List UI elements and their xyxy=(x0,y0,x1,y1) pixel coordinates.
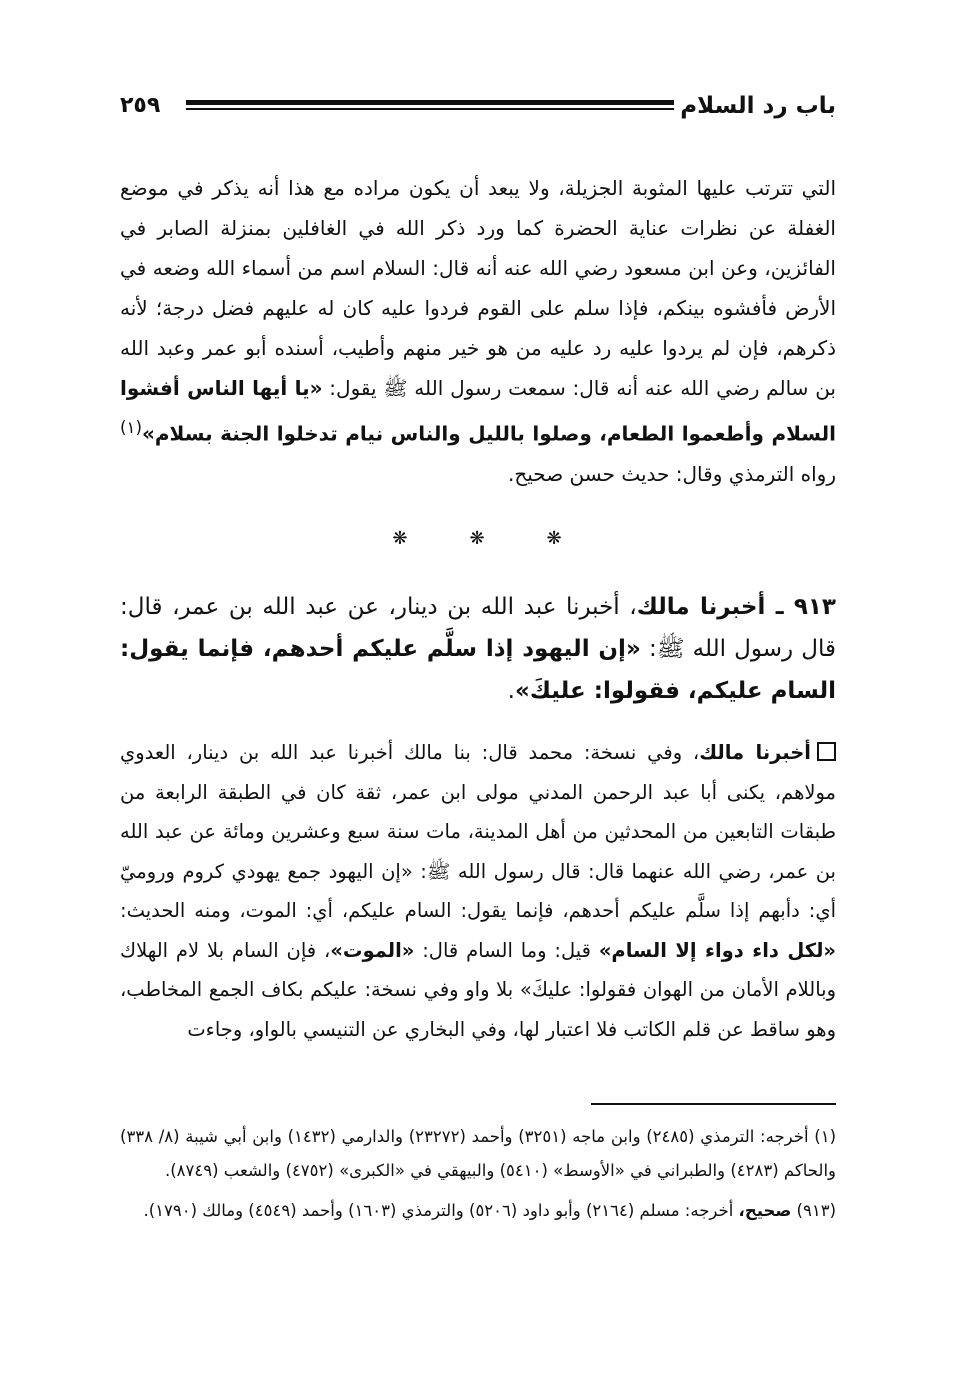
book-page xyxy=(120,0,836,1393)
header-rule-thin xyxy=(186,108,674,110)
para1-end: رواه الترمذي وقال: حديث حسن صحيح. xyxy=(508,461,836,486)
footnote-separator xyxy=(591,1103,836,1105)
footnote-text: أخرجه: الترمذي (٢٤٨٥) وابن ماجه (٣٢٥١) وأحمد (٢٣٢٧٢) والدارمي (١٤٣٢) وابن أبي شيبة (٨/ ٣٣٨) والحاكم (٤٢٨٣) والطبراني في «الأوسط» (٥٤١٠) والبيهقي في «الكبرى» (٤٧٥٢) والشعب (٨٧٤٩). xyxy=(120,1127,836,1180)
footnote-grade: صحيح، xyxy=(738,1201,792,1220)
separator-star: ❋ xyxy=(392,528,410,549)
page-header xyxy=(120,88,836,124)
commentary-quote-1: «لكل داء دواء إلا السام» xyxy=(598,938,836,962)
footnotes xyxy=(120,1120,836,1234)
commentary-paragraph-1 xyxy=(120,168,836,494)
hadith-end: . xyxy=(507,678,515,704)
header-rule xyxy=(186,100,674,105)
hadith-chain-text: ، أخبرنا عبد الله بن دينار، عن عبد الله بن عمر، قال: قال رسول الله ﷺ: xyxy=(120,594,837,662)
commentary-text-3: ، فإن السام بلا لام الهلاك وباللام الأمان من الهوان فقولوا: عليكَ» بلا واو وفي نسخة: عليكم بكاف الجمع المخاطب، وهو ساقط عن قلم الكاتب فلا اعتبار لها، وفي البخاري عن التنيسي بالواو، وجاءت xyxy=(120,938,836,1041)
footnote-label: (٩١٣) xyxy=(796,1201,836,1220)
footnote-text: أخرجه: مسلم (٢١٦٤) وأبو داود (٥٢٠٦) والترمذي (١٦٠٣) وأحمد (٤٥٤٩) ومالك (١٧٩٠). xyxy=(143,1201,739,1220)
commentary-text-1: ، وفي نسخة: محمد قال: بنا مالك أخبرنا عبد الله بن دينار، العدوي مولاهم، يكنى أبا عبد الرحمن المدني مولى ابن عمر، ثقة كان في الطبقة الرابعة من طبقات التابعين من المحدثين من أهل المدينة، مات سنة سبع وعشرين ومائة عن عبد الله بن عمر، رضي الله عنهما قال: قال رسول الله ﷺ: «إن اليهود جمع يهودي كروم وروميّ أي: دأبهم إذا سلَّم عليكم أحدهم، فإنما يقول: السام عليكم، أي: الموت، ومنه الحديث: xyxy=(120,741,836,922)
commentary-paragraph-2 xyxy=(120,733,836,1049)
para1-hadith-quote: «يا أيها الناس أفشوا السلام وأطعموا الطعام، وصلوا بالليل والناس نيام تدخلوا الجنة بسلام» xyxy=(120,376,836,446)
commentary-quote-2: «الموت» xyxy=(330,938,415,962)
footnote-ref-1: (١) xyxy=(120,418,142,437)
hadith-quote: «إن اليهود إذا سلَّم عليكم أحدهم، فإنما يقول: السام عليكم، فقولوا: عليكَ» xyxy=(120,636,836,704)
separator-star: ❋ xyxy=(546,528,564,549)
footnote-1 xyxy=(120,1120,836,1188)
square-marker-icon xyxy=(817,742,836,761)
para1-text: التي تترتب عليها المثوبة الجزيلة، ولا يبعد أن يكون مراده مع هذا أنه يذكر في موضع الغفلة عن نظرات عناية الحضرة كما ورد ذكر الله في الغافلين بمنزلة الصابر في الفائزين، وعن ابن مسعود رضي الله عنه أنه قال: السلام اسم من أسماء الله وضعه في الأرض فأفشوه بينكم، فإذا سلم على القوم فردوا عليه كان له عليهم فضل درجة؛ لأنه ذكرهم، فإن لم يردوا عليه رد عليه من هو خير منهم وأطيب، أسنده أبو عمر وعبد الله بن سالم رضي الله عنه أنه قال: سمعت رسول الله ﷺ يقول: xyxy=(120,176,836,400)
hadith-number-label: ٩١٣ ـ أخبرنا مالك xyxy=(636,594,836,620)
chapter-title: باب رد السلام xyxy=(680,93,836,119)
section-separator xyxy=(120,528,836,549)
page-number: ٢٥٩ xyxy=(120,93,161,118)
commentary-lead: أخبرنا مالك xyxy=(699,741,811,764)
footnote-label: (١) xyxy=(814,1127,836,1146)
separator-star: ❋ xyxy=(469,528,487,549)
hadith-913 xyxy=(120,586,836,712)
commentary-text-2: قيل: وما السام قال: xyxy=(414,938,599,962)
footnote-913 xyxy=(120,1194,836,1228)
